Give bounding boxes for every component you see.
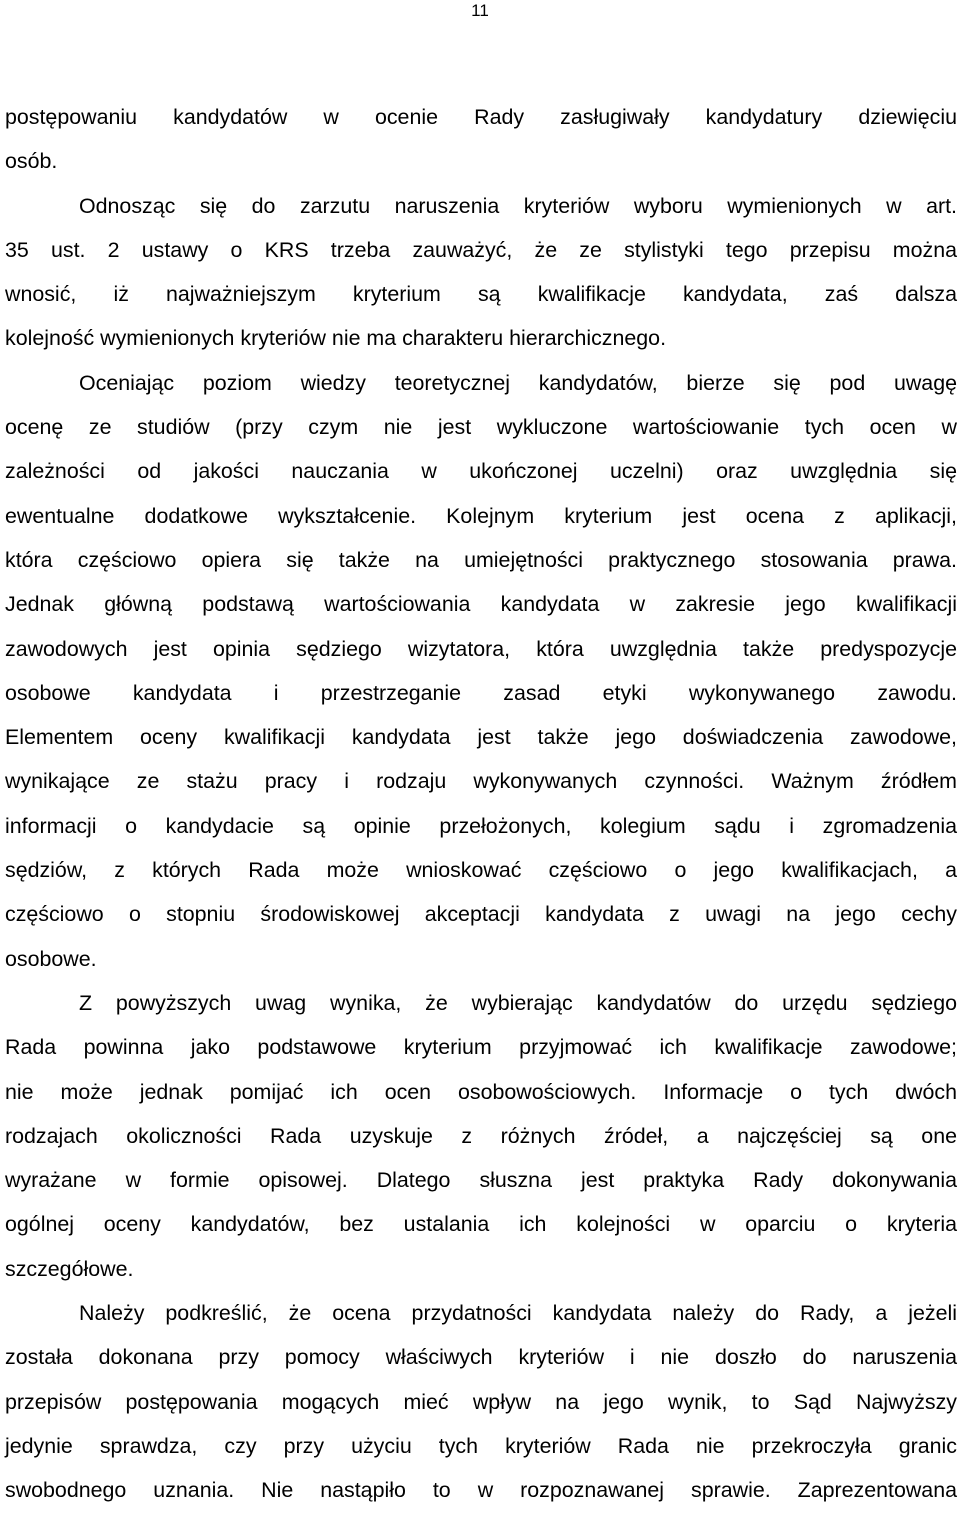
text-line: Elementem oceny kwalifikacji kandydata jest także jego doświadczenia zawodowe, <box>5 725 957 750</box>
text-line: została dokonana przy pomocy właściwych kryteriów i nie doszło do naruszenia <box>5 1345 957 1370</box>
text-line: Z powyższych uwag wynika, że wybierając kandydatów do urzędu sędziego <box>79 990 957 1015</box>
text-line: częściowo o stopniu środowiskowej akceptacji kandydata z uwagi na jego cechy <box>5 902 957 927</box>
text-line: wyrażane w formie opisowej. Dlatego słuszna jest praktyka Rady dokonywania <box>5 1168 957 1193</box>
text-line: swobodnego uznania. Nie nastąpiło to w rozpoznawanej sprawie. Zaprezentowana <box>5 1478 957 1503</box>
text-line: rodzajach okoliczności Rada uzyskuje z różnych źródeł, a najczęściej są one <box>5 1123 957 1148</box>
text-line: ocenę ze studiów (przy czym nie jest wykluczone wartościowanie tych ocen w <box>5 415 957 440</box>
text-line: ogólnej oceny kandydatów, bez ustalania ich kolejności w oparciu o kryteria <box>5 1212 957 1237</box>
text-line: jedynie sprawdza, czy przy użyciu tych kryteriów Rada nie przekroczyła granic <box>5 1433 957 1458</box>
text-line: osobowe kandydata i przestrzeganie zasad etyki wykonywanego zawodu. <box>5 680 957 705</box>
text-line: która częściowo opiera się także na umiejętności praktycznego stosowania prawa. <box>5 547 957 572</box>
text-line: postępowaniu kandydatów w ocenie Rady zasługiwały kandydatury dziewięciu <box>5 105 957 129</box>
text-line: Jednak główną podstawą wartościowania kandydata w zakresie jego kwalifikacji <box>5 592 957 617</box>
text-line: ewentualne dodatkowe wykształcenie. Kolejnym kryterium jest ocena z aplikacji, <box>5 503 957 528</box>
text-line: 35 ust. 2 ustawy o KRS trzeba zauważyć, że ze stylistyki tego przepisu można <box>5 237 957 262</box>
text-line: szczegółowe. <box>5 1256 134 1281</box>
text-line: zależności od jakości nauczania w ukończonej uczelni) oraz uwzględnia się <box>5 459 957 484</box>
text-line: Oceniając poziom wiedzy teoretycznej kandydatów, bierze się pod uwagę <box>79 370 957 395</box>
text-line: informacji o kandydacie są opinie przełożonych, kolegium sądu i zgromadzenia <box>5 813 957 838</box>
text-line: Odnosząc się do zarzutu naruszenia kryteriów wyboru wymienionych w art. <box>79 193 957 218</box>
page-number: 11 <box>471 1 489 20</box>
text-line: wnosić, iż najważniejszym kryterium są kwalifikacje kandydata, zaś dalsza <box>5 282 957 307</box>
text-line: nie może jednak pomijać ich ocen osobowościowych. Informacje o tych dwóch <box>5 1079 957 1104</box>
text-line: sędziów, z których Rada może wnioskować częściowo o jego kwalifikacjach, a <box>5 858 957 883</box>
text-line: osobowe. <box>5 946 97 971</box>
text-line: zawodowych jest opinia sędziego wizytatora, która uwzględnia także predyspozycje <box>5 636 957 661</box>
text-line: kolejność wymienionych kryteriów nie ma charakteru hierarchicznego. <box>5 326 667 351</box>
text-line: osób. <box>5 149 58 174</box>
text-line: wynikające ze stażu pracy i rodzaju wykonywanych czynności. Ważnym źródłem <box>5 769 957 794</box>
text-line: przepisów postępowania mogących mieć wpływ na jego wynik, to Sąd Najwyższy <box>5 1389 957 1414</box>
text-line: Należy podkreślić, że ocena przydatności kandydata należy do Rady, a jeżeli <box>79 1301 957 1326</box>
text-line: Rada powinna jako podstawowe kryterium przyjmować ich kwalifikacje zawodowe; <box>5 1035 957 1060</box>
document-body <box>5 95 957 1513</box>
